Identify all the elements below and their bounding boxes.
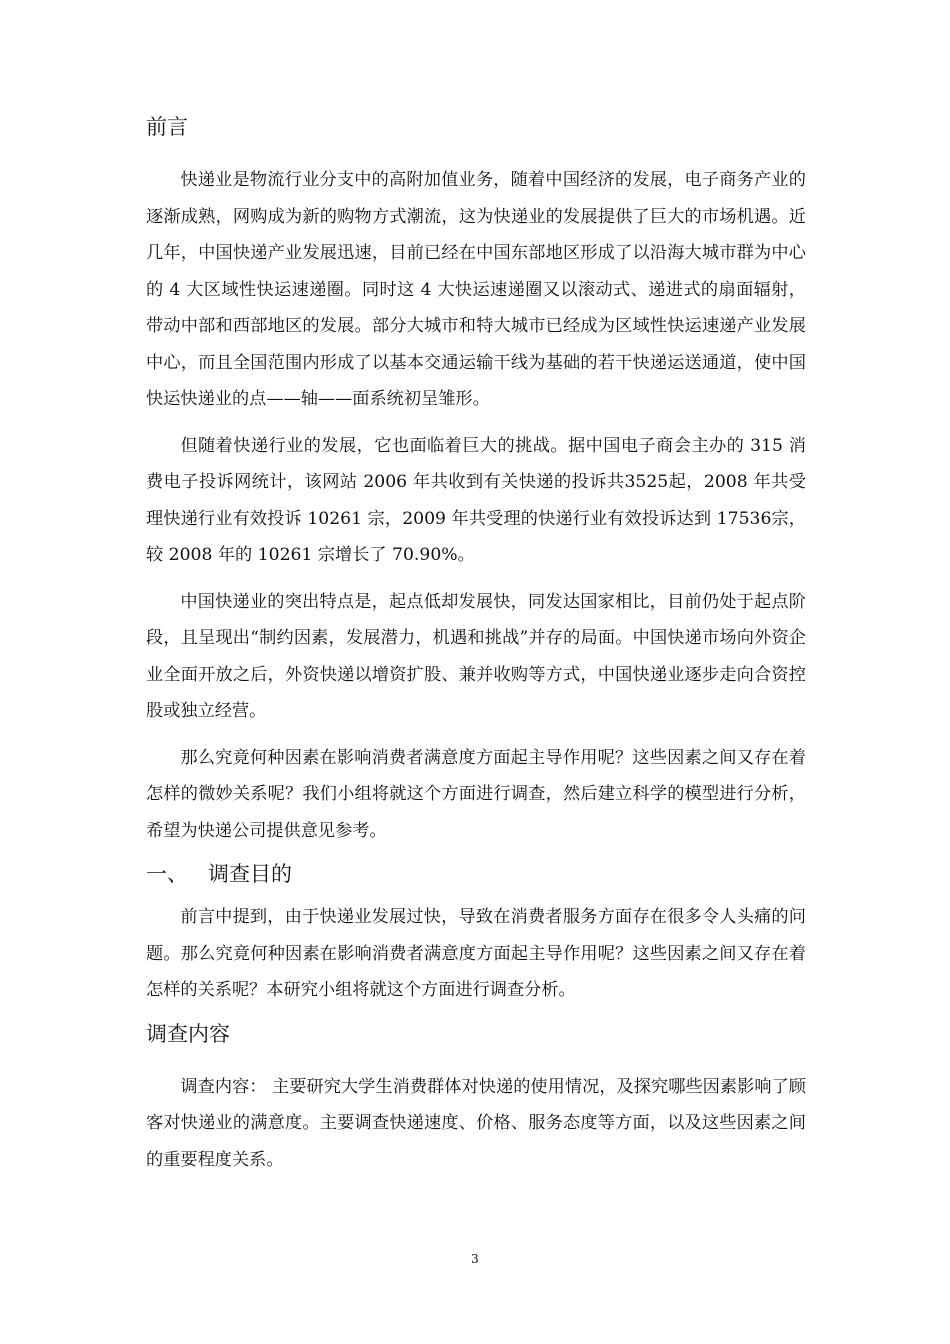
- preface-paragraph-4: 那么究竟何种因素在影响消费者满意度方面起主导作用呢？这些因素之间又存在着怎样的微妙关系呢？我们小组将就这个方面进行调查，然后建立科学的模型进行分析，希望为快递公司提供意见参考。: [146, 747, 806, 841]
- preface-heading: 前言: [146, 115, 188, 139]
- page-number: 3: [471, 1252, 479, 1266]
- content-paragraph-1: 调查内容： 主要研究大学生消费群体对快递的使用情况，及探究哪些因素影响了顾客对快递业的满意度。主要调查快递速度、价格、服务态度等方面，以及这些因素之间的重要程度关系。: [146, 1076, 806, 1170]
- purpose-paragraph-1: 前言中提到，由于快递业发展过快，导致在消费者服务方面存在很多令人头痛的问题。那么究竟何种因素在影响消费者满意度方面起主导作用呢？这些因素之间又存在着怎样的关系呢？本研究小组将就这个方面进行调查分析。: [146, 907, 806, 1000]
- preface-paragraph-2: 但随着快递行业的发展，它也面临着巨大的挑战。据中国电子商会主办的 315 消费电子投诉网统计，该网站 2006 年共收到有关快递的投诉共3525起，2008 年共受理快递行业有效投诉 10261 宗，2009 年共受理的快递行业有效投诉达到 17536宗，较 2008 年的 10261 宗增长了 70.90%。: [146, 435, 806, 565]
- preface-paragraph-3: 中国快递业的突出特点是，起点低却发展快，同发达国家相比，目前仍处于起点阶段，且呈现出“制约因素，发展潜力，机遇和挑战”并存的局面。中国快递市场向外资企业全面开放之后，外资快递以增资扩股、兼并收购等方式，中国快递业逐步走向合资控股或独立经营。: [146, 591, 806, 721]
- document-page: [146, 112, 806, 1188]
- purpose-heading: 一、 调查目的: [146, 862, 293, 886]
- preface-paragraph-1: 快递业是物流行业分支中的高附加值业务，随着中国经济的发展，电子商务产业的逐渐成熟，网购成为新的购物方式潮流，这为快递业的发展提供了巨大的市场机遇。近几年，中国快递产业发展迅速，目前已经在中国东部地区形成了以沿海大城市群为中心的 4 大区域性快运速递圈。同时这 4 大快运速递圈又以滚动式、递进式的扇面辐射，带动中部和西部地区的发展。部分大城市和特大城市已经成为区域性快运速递产业发展中心，而且全国范围内形成了以基本交通运输干线为基础的若干快递运送通道，使中国快运快递业的点——轴——面系统初呈雏形。: [146, 170, 806, 409]
- content-heading: 调查内容: [146, 1021, 230, 1046]
